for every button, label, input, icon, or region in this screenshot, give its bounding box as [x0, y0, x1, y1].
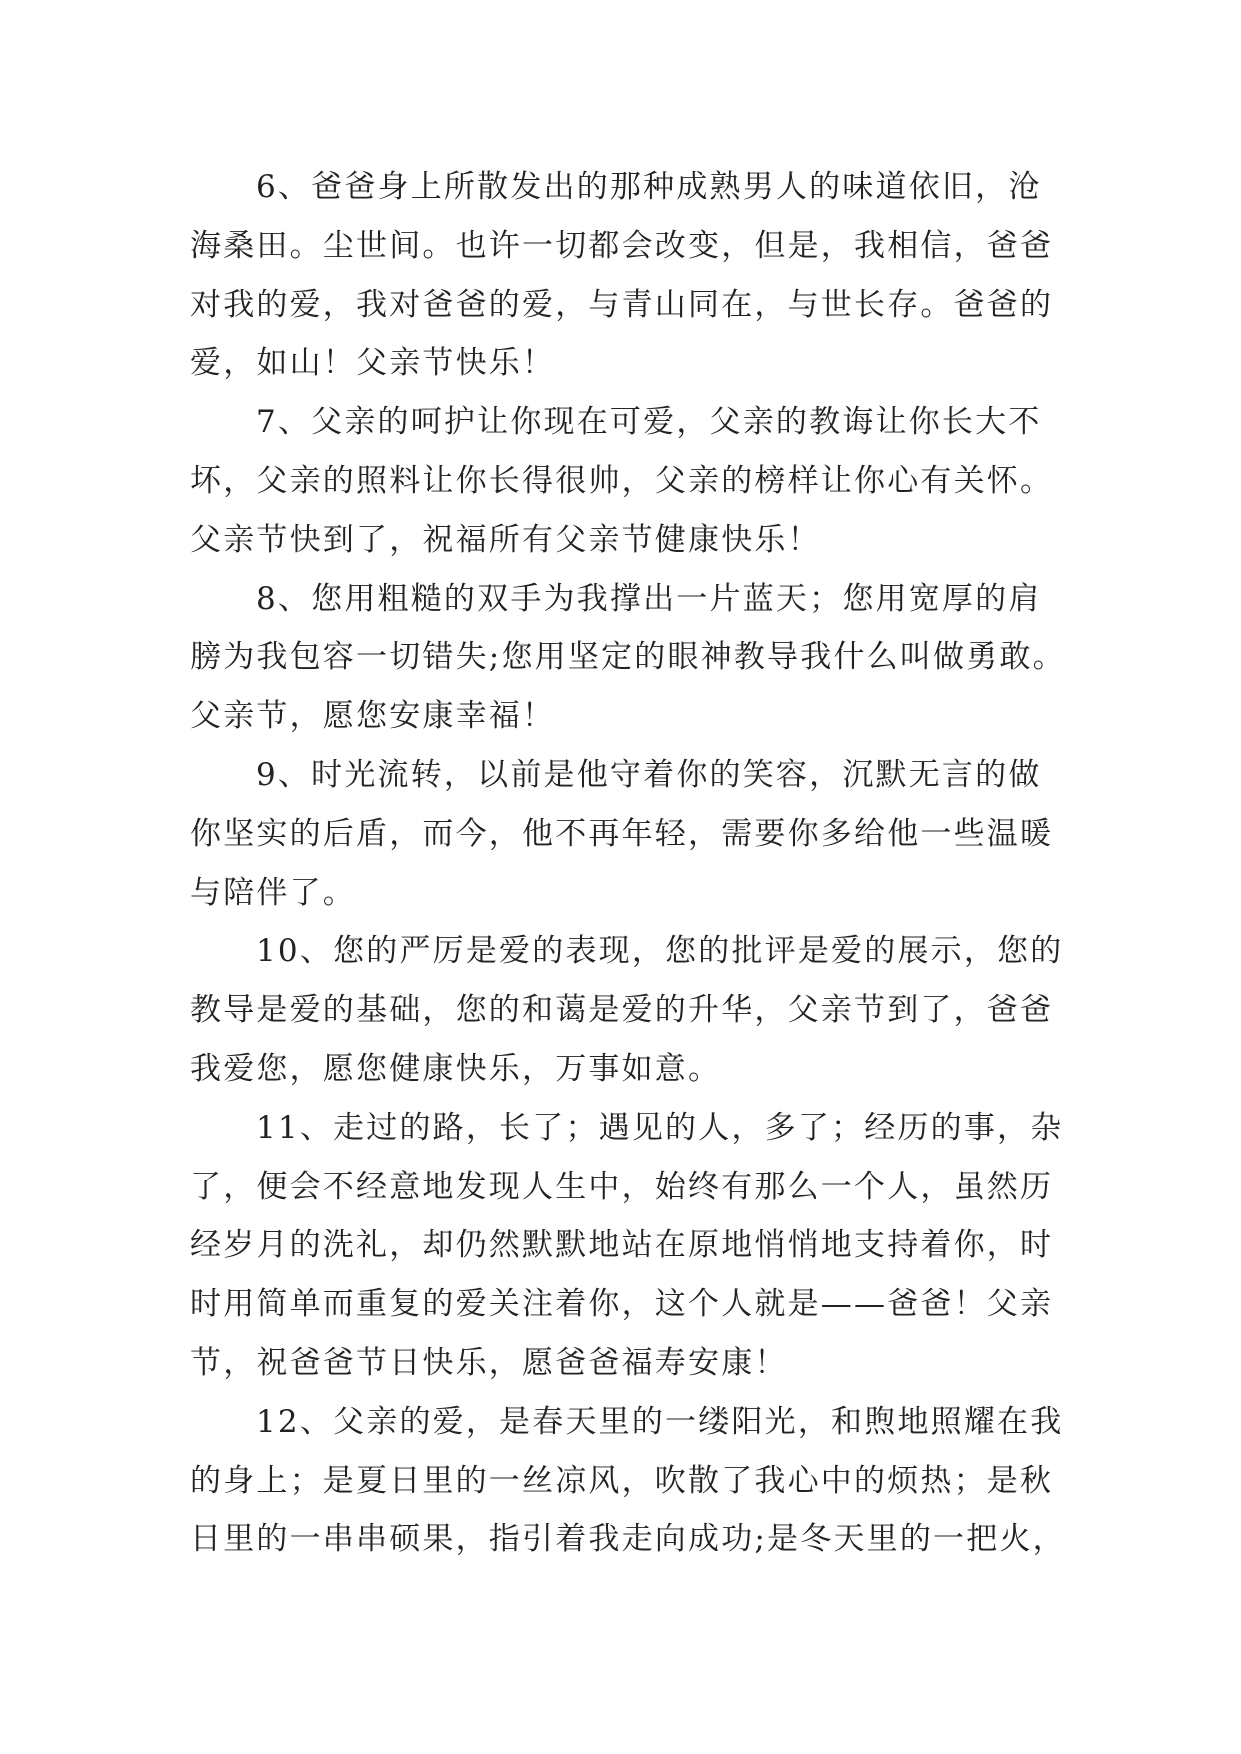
- text-line: 7、父亲的呵护让你现在可爱，父亲的教诲让你长大不: [256, 404, 1042, 441]
- text-line: 时用简单而重复的爱关注着你，这个人就是——爸爸！父亲: [190, 1286, 1054, 1323]
- text-line: 你坚实的后盾，而今，他不再年轻，需要你多给他一些温暖: [190, 815, 1054, 852]
- paragraph-10: [190, 922, 1064, 1098]
- text-line: 9、时光流转，以前是他守着你的笑容，沉默无言的做: [256, 756, 1042, 793]
- text-line: 经岁月的洗礼，却仍然默默地站在原地悄悄地支持着你，时: [190, 1227, 1054, 1264]
- text-line: 父亲节快到了，祝福所有父亲节健康快乐！: [190, 521, 821, 558]
- text-line: 了，便会不经意地发现人生中，始终有那么一个人，虽然历: [190, 1168, 1054, 1205]
- paragraph-12: [190, 1393, 1066, 1569]
- text-line: 日里的一串串硕果，指引着我走向成功;是冬天里的一把火，: [190, 1521, 1066, 1558]
- text-line: 爱，如山！父亲节快乐！: [190, 345, 556, 382]
- text-line: 6、爸爸身上所散发出的那种成熟男人的味道依旧，沧: [256, 169, 1042, 205]
- text-line: 膀为我包容一切错失;您用坚定的眼神教导我什么叫做勇敢。: [190, 639, 1066, 676]
- text-line: 我爱您，愿您健康快乐，万事如意。: [190, 1050, 722, 1087]
- text-line: 10、您的严厉是爱的表现，您的批评是爱的展示，您的: [256, 933, 1064, 970]
- text-line: 与陪伴了。: [190, 874, 356, 911]
- paragraph-8: [190, 570, 1066, 746]
- text-line: 教导是爱的基础，您的和蔼是爱的升华，父亲节到了，爸爸: [190, 992, 1054, 1029]
- text-line: 11、走过的路，长了；遇见的人，多了；经历的事，杂: [256, 1109, 1064, 1146]
- text-line: 海桑田。尘世间。也许一切都会改变，但是，我相信，爸爸: [190, 227, 1054, 264]
- text-line: 12、父亲的爱，是春天里的一缕阳光，和煦地照耀在我: [256, 1403, 1064, 1440]
- text-line: 8、您用粗糙的双手为我撑出一片蓝天；您用宽厚的肩: [256, 580, 1042, 617]
- text-line: 坏，父亲的照料让你长得很帅，父亲的榜样让你心有关怀。: [190, 462, 1054, 499]
- text-line: 节，祝爸爸节日快乐，愿爸爸福寿安康！: [190, 1344, 788, 1381]
- document-body: [190, 158, 1066, 1569]
- paragraph-6: [190, 158, 1054, 393]
- text-line: 的身上；是夏日里的一丝凉风，吹散了我心中的烦热；是秋: [190, 1462, 1054, 1499]
- paragraph-7: [190, 393, 1054, 569]
- text-line: 父亲节，愿您安康幸福！: [190, 698, 556, 735]
- text-line: 对我的爱，我对爸爸的爱，与青山同在，与世长存。爸爸的: [190, 286, 1054, 323]
- paragraph-9: [190, 746, 1054, 922]
- paragraph-11: [190, 1099, 1064, 1393]
